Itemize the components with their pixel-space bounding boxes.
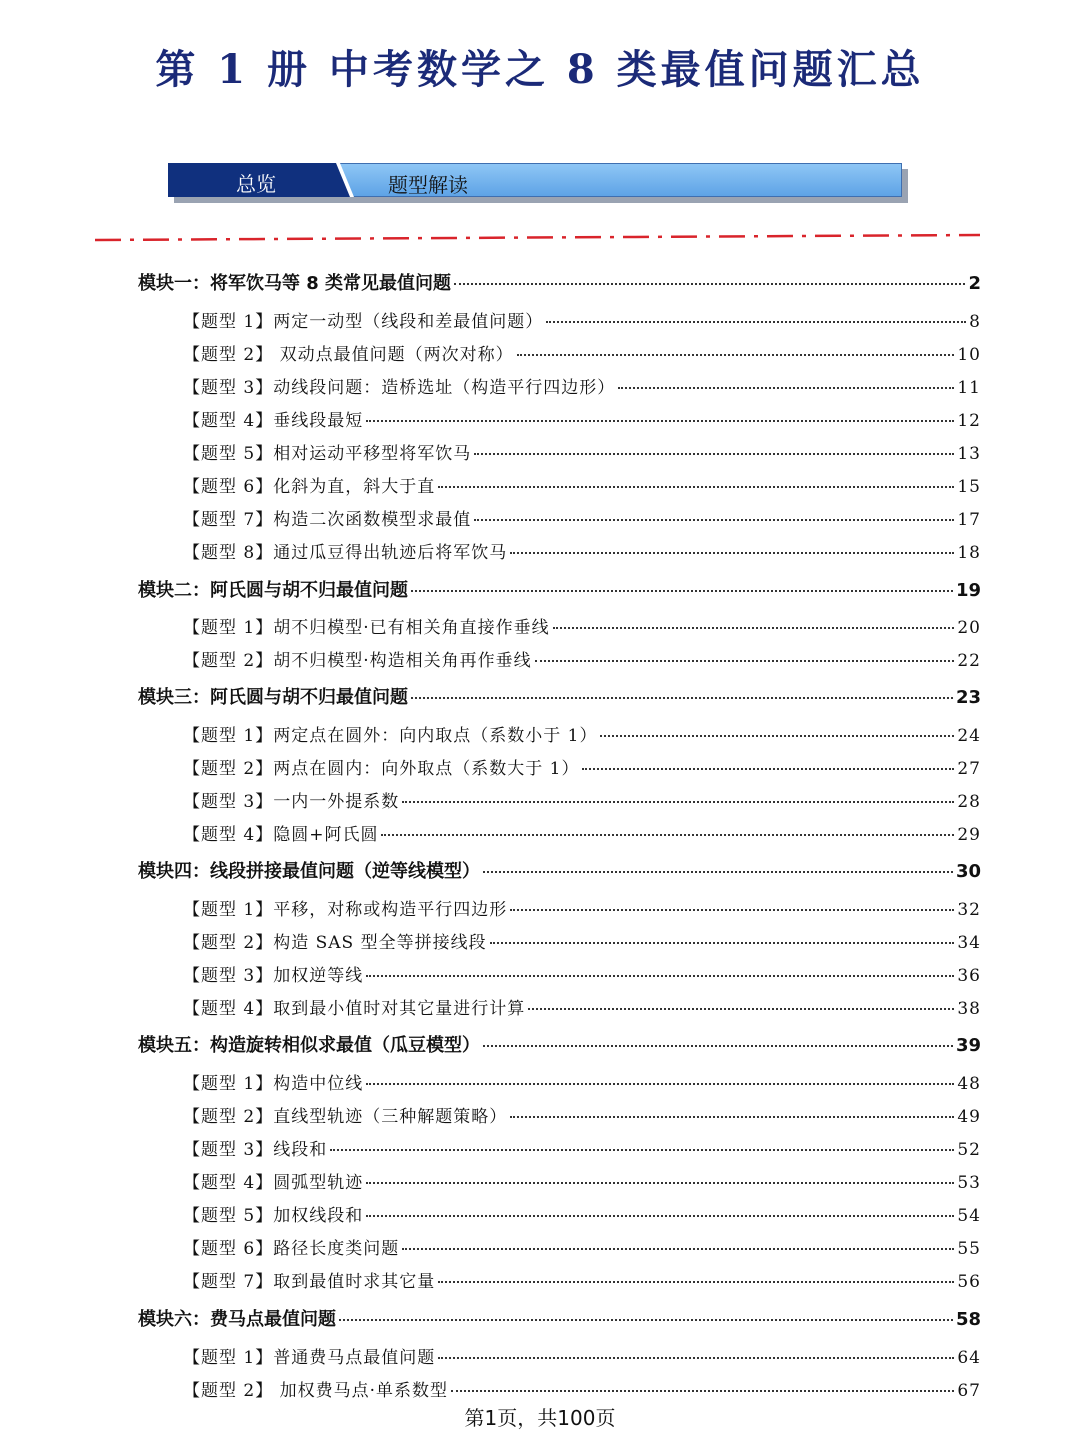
toc-entry-label: 【题型 4】取到最小值时对其它量进行计算 [183,999,526,1019]
toc-entry-label: 【题型 2】 双动点最值问题（两次对称） [183,345,514,365]
toc-dot-leader [411,697,953,699]
toc-dot-leader [366,420,954,422]
toc-dot-leader [454,283,965,285]
toc-item-row[interactable] [183,307,981,332]
toc-item-row[interactable] [183,505,981,530]
toc-dot-leader [510,1116,954,1118]
toc-page-number: 49 [957,1107,981,1127]
toc-dot-leader [490,942,955,944]
toc-dot-leader [339,1319,953,1321]
toc-entry-label: 【题型 7】取到最值时求其它量 [183,1272,436,1292]
toc-page-number: 39 [955,1035,981,1056]
toc-dot-leader [402,801,954,803]
toc-dot-leader [483,871,953,873]
toc-dot-leader [483,1045,953,1047]
toc-item-row[interactable] [183,1201,981,1226]
toc-entry-label: 【题型 3】加权逆等线 [183,966,364,986]
toc-dot-leader [366,1182,954,1184]
section-banner [168,163,902,199]
toc-page-number: 18 [957,543,981,563]
toc-item-row[interactable] [183,994,981,1019]
toc-page-number: 20 [957,618,981,638]
toc-item-row[interactable] [183,1069,981,1094]
toc-item-row[interactable] [183,1234,981,1259]
toc-page-number: 64 [957,1348,981,1368]
toc-page-number: 56 [957,1272,981,1292]
toc-item-row[interactable] [183,646,981,671]
toc-item-row[interactable] [183,613,981,638]
toc-page-number: 36 [957,966,981,986]
toc-entry-label: 模块六：费马点最值问题 [138,1309,336,1330]
toc-entry-label: 【题型 1】平移，对称或构造平行四边形 [183,900,508,920]
toc-item-row[interactable] [183,928,981,953]
toc-item-row[interactable] [183,787,981,812]
toc-dot-leader [381,834,954,836]
toc-page-number: 10 [957,345,981,365]
toc-item-row[interactable] [183,1343,981,1368]
toc-item-row[interactable] [183,820,981,845]
toc-module-row[interactable] [138,683,981,709]
toc-item-row[interactable] [183,472,981,497]
toc-module-row[interactable] [138,857,981,883]
toc-dot-leader [510,909,954,911]
toc-entry-label: 【题型 2】 加权费马点·单系数型 [183,1381,449,1401]
toc-page-number: 52 [957,1140,981,1160]
toc-page-number: 23 [955,687,981,708]
toc-page-number: 54 [957,1206,981,1226]
toc-item-row[interactable] [183,1102,981,1127]
toc-page-number: 19 [955,580,981,601]
toc-entry-label: 【题型 1】普通费马点最值问题 [183,1348,436,1368]
toc-entry-label: 【题型 2】胡不归模型·构造相关角再作垂线 [183,651,532,671]
toc-dot-leader [366,975,954,977]
toc-entry-label: 【题型 2】构造 SAS 型全等拼接线段 [183,933,487,953]
toc-dot-leader [510,552,954,554]
toc-item-row[interactable] [183,895,981,920]
toc-page-number: 17 [957,510,981,530]
toc-page-number: 58 [955,1309,981,1330]
toc-entry-label: 【题型 1】两定点在圆外：向内取点（系数小于 1） [183,726,598,746]
toc-entry-label: 【题型 5】相对运动平移型将军饮马 [183,444,472,464]
banner-overview-label: 总览 [236,172,276,196]
toc-dot-leader [451,1390,954,1392]
toc-entry-label: 【题型 8】通过瓜豆得出轨迹后将军饮马 [183,543,508,563]
toc-item-row[interactable] [183,961,981,986]
toc-item-row[interactable] [183,538,981,563]
toc-page-number: 15 [957,477,981,497]
toc-entry-label: 【题型 4】垂线段最短 [183,411,364,431]
toc-dot-leader [546,321,966,323]
toc-entry-label: 【题型 1】两定一动型（线段和差最值问题） [183,312,544,332]
toc-page-number: 8 [969,312,981,332]
toc-entry-label: 【题型 2】两点在圆内：向外取点（系数大于 1） [183,759,580,779]
toc-entry-label: 【题型 6】路径长度类问题 [183,1239,400,1259]
toc-dot-leader [553,627,955,629]
toc-page-number: 12 [957,411,981,431]
toc-page-number: 30 [955,861,981,882]
toc-dot-leader [474,453,954,455]
toc-entry-label: 【题型 3】线段和 [183,1140,328,1160]
toc-module-row[interactable] [138,576,981,602]
toc-dot-leader [535,660,955,662]
toc-page-number: 28 [957,792,981,812]
toc-item-row[interactable] [183,1168,981,1193]
toc-dot-leader [474,519,954,521]
toc-dot-leader [366,1215,954,1217]
toc-module-row[interactable] [138,269,981,295]
page-footer: 第1页，共100页 [464,1406,616,1430]
red-dash-divider [95,233,980,243]
toc-entry-label: 模块三：阿氏圆与胡不归最值问题 [138,687,408,708]
toc-page-number: 11 [957,378,981,398]
toc-page-number: 24 [957,726,981,746]
toc-dot-leader [517,354,955,356]
toc-entry-label: 【题型 5】加权线段和 [183,1206,364,1226]
toc-dot-leader [330,1149,954,1151]
toc-entry-label: 【题型 3】动线段问题：造桥选址（构造平行四边形） [183,378,616,398]
toc-dot-leader [438,1281,954,1283]
toc-entry-label: 【题型 4】隐圆+阿氏圆 [183,825,379,845]
toc-page-number: 29 [957,825,981,845]
toc-page-number: 2 [968,273,981,294]
toc-entry-label: 【题型 7】构造二次函数模型求最值 [183,510,472,530]
toc-page-number: 53 [957,1173,981,1193]
toc-page-number: 13 [957,444,981,464]
toc-module-row[interactable] [138,1031,981,1057]
toc-entry-label: 模块四：线段拼接最值问题（逆等线模型） [138,861,480,882]
toc-entry-label: 【题型 1】胡不归模型·已有相关角直接作垂线 [183,618,550,638]
toc-module-row[interactable] [138,1305,981,1331]
toc-entry-label: 【题型 3】一内一外提系数 [183,792,400,812]
toc-page-number: 55 [957,1239,981,1259]
toc-entry-label: 【题型 2】直线型轨迹（三种解题策略） [183,1107,508,1127]
toc-dot-leader [528,1008,954,1010]
toc-item-row[interactable] [183,340,981,365]
page-title: 第 1 册 中考数学之 8 类最值问题汇总 [155,46,925,93]
toc-item-row[interactable] [183,439,981,464]
toc-item-row[interactable] [183,1376,981,1401]
toc-entry-label: 【题型 6】化斜为直，斜大于直 [183,477,436,497]
banner-section-label: 题型解读 [388,173,468,197]
toc-dot-leader [438,486,954,488]
toc-dot-leader [438,1357,954,1359]
toc-page-number: 48 [957,1074,981,1094]
toc-dot-leader [402,1248,954,1250]
toc-dot-leader [411,590,953,592]
toc-page-number: 27 [957,759,981,779]
toc-page-number: 22 [957,651,981,671]
toc-entry-label: 【题型 4】圆弧型轨迹 [183,1173,364,1193]
toc-item-row[interactable] [183,754,981,779]
toc-page-number: 32 [957,900,981,920]
toc-page-number: 34 [957,933,981,953]
toc-item-row[interactable] [183,406,981,431]
toc-entry-label: 模块一：将军饮马等 8 类常见最值问题 [138,273,452,294]
toc-dot-leader [366,1083,954,1085]
toc-item-row[interactable] [183,721,981,746]
toc-item-row[interactable] [183,1267,981,1292]
toc-entry-label: 模块二：阿氏圆与胡不归最值问题 [138,580,408,601]
toc-dot-leader [618,387,954,389]
toc-page-number: 67 [957,1381,981,1401]
toc-entry-label: 【题型 1】构造中位线 [183,1074,364,1094]
toc-dot-leader [582,768,954,770]
toc-dot-leader [600,735,954,737]
toc-item-row[interactable] [183,373,981,398]
toc-item-row[interactable] [183,1135,981,1160]
toc-page-number: 38 [957,999,981,1019]
toc-entry-label: 模块五：构造旋转相似求最值（瓜豆模型） [138,1035,480,1056]
